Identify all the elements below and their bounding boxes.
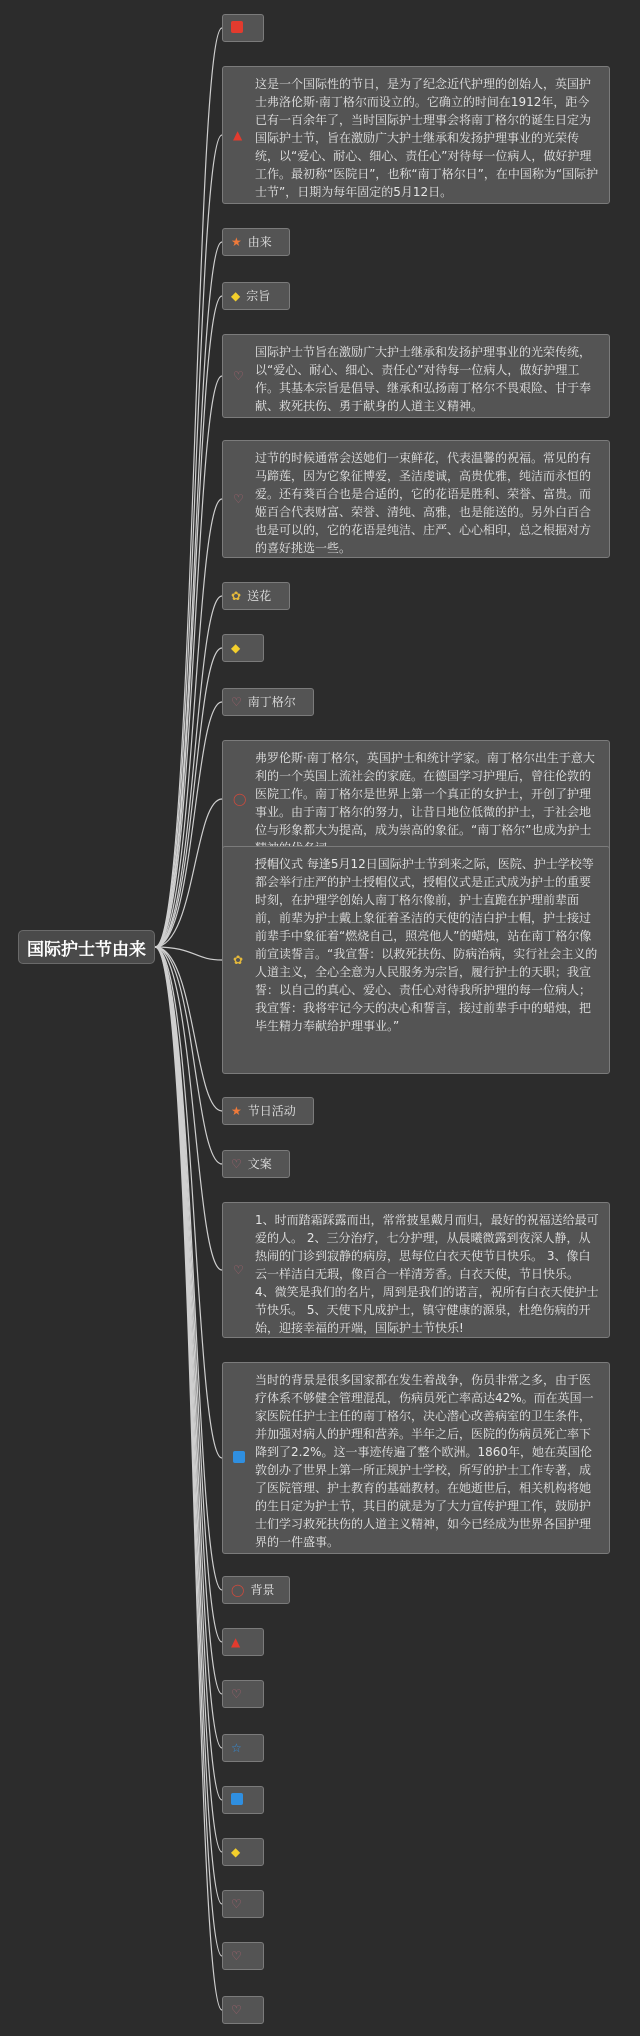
topic-heart-1[interactable]: [222, 1680, 264, 1708]
connector-line: [155, 947, 222, 1270]
topic-nightingale-paragraph[interactable]: [222, 740, 610, 858]
topic-red-flame[interactable]: [222, 1628, 264, 1656]
topic-heart-2[interactable]: [222, 1890, 264, 1918]
red-flame-icon: ▲: [233, 128, 243, 142]
topic-text: 国际护士节旨在激励广大护士继承和发扬护理事业的光荣传统，以“爱心、耐心、细心、责任心”对待每一位病人，做好护理工作。其基本宗旨是倡导、继承和弘扬南丁格尔不畏艰险、甘于奉献、救死扶伤、勇于献身的人道主义精神。: [255, 345, 592, 413]
topic-capping-paragraph[interactable]: [222, 846, 610, 1074]
topic-text: 1、时而踏霜踩露而出，常常披星戴月而归，最好的祝福送给最可爱的人。 2、三分治疗，七分护理，从晨曦微露到夜深人静，从热闹的门诊到寂静的病房，思每位白衣天使节日快乐。 3、像白云一样洁白无瑕，像百合一样清芳香。白衣天使，节日快乐。 4、微笑是我们的名片，周到是我们的诺言，祝所有白衣天使护士节快乐。 5、天使下凡成护士，镇守健康的源泉，杜绝伤病的开始，迎接幸福的开端，国际护士节快乐!: [255, 1213, 599, 1335]
topic-gem-2[interactable]: [222, 1838, 264, 1866]
heart-icon: ♡: [233, 492, 244, 506]
topic-intro-paragraph[interactable]: [222, 66, 610, 204]
topic-heart-4[interactable]: [222, 1996, 264, 2024]
topic-label: 南丁格尔: [247, 695, 296, 709]
heart-icon: ♡: [231, 1687, 242, 1701]
ring-icon: ◯: [231, 1583, 245, 1597]
connector-line: [155, 947, 222, 1748]
topic-purpose[interactable]: [222, 282, 290, 310]
topic-text: 授帽仪式 每逢5月12日国际护士节到来之际，医院、护士学校等都会举行庄严的护士授帽仪式，授帽仪式是正式成为护士的重要时刻，在护理学创始人南丁格尔像前，护士直跪在护理前辈面前，前辈为护士戴上象征着圣洁的天使的洁白护士帽，护士接过前辈手中象征着“燃烧自己，照亮他人”的蜡烛，站在南丁格尔像前宣读誓言。“我宣誓：以救死扶伤、防病治病，实行社会主义的人道主义，全心全意为人民服务为宗旨，履行护士的天职；我宣誓：以自己的真心、爱心、责任心对待我所护理的每一位病人；我宣誓：我将牢记今天的决心和誓言，接过前辈手中的蜡烛，把毕生精力奉献给护理事业。”: [255, 857, 598, 1033]
topic-blue-square[interactable]: [222, 1786, 264, 1814]
connector-line: [155, 376, 222, 947]
connector-line: [155, 947, 222, 1852]
connector-line: [155, 947, 222, 1164]
topic-send-flowers[interactable]: [222, 582, 290, 610]
topic-background[interactable]: [222, 1576, 290, 1604]
medal-icon: ✿: [231, 589, 242, 603]
topic-label: 文案: [247, 1157, 272, 1171]
root-topic[interactable]: [18, 930, 155, 964]
heart-icon: ♡: [233, 369, 244, 383]
connector-line: [155, 947, 222, 1590]
red-square-icon: [231, 21, 243, 35]
topic-label: 由来: [247, 235, 272, 249]
connector-line: [155, 947, 222, 2010]
heart-icon: ♡: [231, 1897, 242, 1911]
connector-line: [155, 648, 222, 947]
gem-icon: ◆: [231, 1845, 241, 1859]
orange-star-icon: ★: [231, 235, 242, 249]
connector-line: [155, 947, 222, 1800]
topic-festival-activities[interactable]: [222, 1097, 314, 1125]
connector-line: [155, 947, 222, 1694]
heart-icon: ♡: [233, 1263, 244, 1277]
topic-copywriting[interactable]: [222, 1150, 290, 1178]
connector-line: [155, 596, 222, 947]
blue-square-icon: [233, 1451, 245, 1465]
heart-icon: ♡: [231, 1949, 242, 1963]
blue-star-icon: ☆: [231, 1741, 242, 1755]
connector-line: [155, 947, 222, 1904]
topic-label: 背景: [250, 1583, 275, 1597]
blue-square-icon: [231, 1793, 243, 1807]
medal-icon: ✿: [233, 953, 244, 967]
heart-icon: ♡: [231, 1157, 242, 1171]
connector-line: [155, 947, 222, 1642]
topic-blue-star[interactable]: [222, 1734, 264, 1762]
connector-line: [155, 242, 222, 947]
heart-icon: ♡: [231, 695, 242, 709]
connector-line: [155, 296, 222, 947]
connector-line: [155, 947, 222, 1956]
topic-text: 过节的时候通常会送她们一束鲜花，代表温馨的祝福。常见的有马蹄莲，因为它象征博爱，圣洁虔诚，高贵优雅，纯洁而永恒的爱。还有葵百合也是合适的，它的花语是胜利、荣誉、富贵。而姬百合代表财富、荣誉、清纯、高雅，也是能送的。另外白百合也是可以的，它的花语是纯洁、庄严、心心相印，总之根据对方的喜好挑选一些。: [255, 451, 592, 555]
topic-origin[interactable]: [222, 228, 290, 256]
topic-purpose-paragraph[interactable]: [222, 334, 610, 418]
topic-text: 当时的背景是很多国家都在发生着战争，伤员非常之多，由于医疗体系不够健全管理混乱，伤病员死亡率高达42%。而在英国一家医院任护士主任的南丁格尔，决心潜心改善病室的卫生条件，并加强对病人的护理和营养。半年之后，医院的伤病员死亡率下降到了2.2%。这一事迹传遍了整个欧洲。1860年，她在英国伦敦创办了世界上第一所正规护士学校，所写的护士工作专著，成了医院管理、护士教育的基础教材。在她逝世后，相关机构将她的生日定为护士节，其目的就是为了大力宣传护理工作，鼓励护士们学习救死扶伤的人道主义精神，如今已经成为世界各国护理界的一件盛事。: [255, 1373, 594, 1549]
topic-text: 弗罗伦斯·南丁格尔，英国护士和统计学家。南丁格尔出生于意大利的一个英国上流社会的家庭。在德国学习护理后，曾往伦敦的医院工作。南丁格尔是世界上第一个真正的女护士，开创了护理事业。由于南丁格尔的努力，让昔日地位低微的护士，于社会地位与形象都大为提高，成为崇高的象征。“南丁格尔”也成为护士: [255, 751, 595, 837]
topic-label: 送花: [247, 589, 272, 603]
topic-wishes-paragraph[interactable]: [222, 1202, 610, 1338]
topic-background-paragraph[interactable]: [222, 1362, 610, 1554]
connector-line: [155, 28, 222, 947]
topic-gem[interactable]: [222, 634, 264, 662]
connector-line: [155, 947, 222, 1111]
ring-icon: ◯: [233, 792, 247, 806]
orange-star-icon: ★: [231, 1104, 242, 1118]
topic-heart-3[interactable]: [222, 1942, 264, 1970]
connector-line: [155, 499, 222, 947]
heart-icon: ♡: [231, 2003, 242, 2017]
red-flame-icon: ▲: [231, 1635, 241, 1649]
connector-line: [155, 799, 222, 947]
topic-label: 宗旨: [246, 289, 271, 303]
topic-flowers-paragraph[interactable]: [222, 440, 610, 558]
topic-nightingale[interactable]: [222, 688, 314, 716]
connector-line: [155, 135, 222, 947]
connector-line: [155, 702, 222, 947]
topic-text: 这是一个国际性的节日，是为了纪念近代护理的创始人，英国护士弗洛伦斯·南丁格尔而设立的。它确立的时间在1912年，距今已有一百余年了，当时国际护士理事会将南丁格尔的诞生日定为国际护士节，旨在激励广大护士继承和发扬护理事业的光荣传统，以“爱心、耐心、细心、责任心”对待每一位病人，做好护理工作。最初称“医院日”，也称“南丁格尔日”，在中国称为“国际护士节”，日期为每年固定的5月12日。: [255, 77, 599, 199]
topic-red-square[interactable]: [222, 14, 264, 42]
gem-icon: ◆: [231, 289, 241, 303]
connector-line: [155, 947, 222, 1458]
connector-line: [155, 947, 222, 960]
topic-label: 节日活动: [247, 1104, 296, 1118]
root-title: 国际护士节由来: [27, 939, 146, 960]
gem-icon: ◆: [231, 641, 241, 655]
